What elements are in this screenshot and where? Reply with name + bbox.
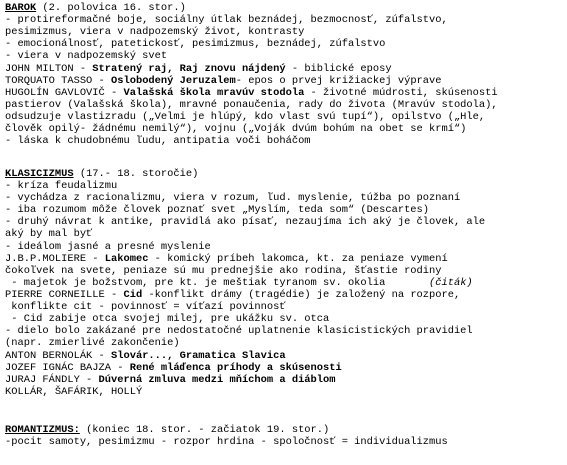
line-text: - láska k chudobnému ľudu, antipatia voči boháčom	[5, 135, 311, 147]
line-text: aký by mal byť	[5, 228, 93, 240]
text-line	[5, 362, 342, 374]
line-text: J.B.P.MOLIERE -	[5, 253, 105, 265]
text-line	[5, 386, 142, 398]
text-line	[5, 289, 460, 301]
text-line	[5, 313, 329, 325]
text-line	[5, 123, 466, 135]
text-line	[5, 192, 460, 204]
line-text: - kríza feudalizmu	[5, 180, 118, 192]
section-heading-period: (koniec 18. stor. - začiatok 19. stor.)	[79, 424, 330, 436]
line-text: - životné múdrosti, skúsenosti	[304, 87, 498, 99]
text-line	[5, 99, 498, 111]
text-line	[5, 265, 441, 277]
section-heading-title: KLASICIZMUS	[5, 168, 74, 180]
line-text: - iba rozumom môže človek poznať svet „Myslím, teda som“ (Descartes)	[5, 204, 430, 216]
text-line	[5, 228, 92, 240]
line-text: - viera v nadpozemský svet	[5, 50, 168, 62]
text-line	[5, 87, 498, 99]
text-line	[5, 135, 311, 147]
text-line	[5, 301, 286, 313]
work-title: Stratený raj, Raj znovu nájdený	[92, 63, 286, 75]
text-line	[5, 253, 448, 265]
text-line	[5, 325, 473, 337]
line-text: KOLLÁR, ŠAFÁRIK, HOLLÝ	[5, 386, 143, 398]
line-text: HUGOLÍN GAVLOVIČ -	[5, 87, 124, 99]
section-heading-title: BAROK	[5, 2, 37, 14]
line-text: pesimizmus, viera v nadpozemský život, kontrasty	[5, 26, 305, 38]
work-title: Valašská škola mravúv stodola	[123, 87, 305, 99]
line-text: odsudzuje vlastizradu („Velmi je hlúpý, kdo vlast svú tupí“), opilstvo („Hle,	[5, 111, 486, 123]
work-title: Slovár..., Gramatica Slavica	[111, 350, 286, 362]
line-text: člověk opilý- žádnému nemilý“), vojnu („Voják dvúm bohúm na obet se krmí“)	[5, 123, 467, 135]
work-title: Oslobodený Jeruzalem	[111, 75, 236, 87]
section-heading	[5, 168, 198, 180]
text-line	[5, 50, 167, 62]
line-text: - biblické eposy	[285, 63, 392, 75]
section-heading	[5, 424, 329, 436]
line-text: ANTON BERNOLÁK -	[5, 350, 112, 362]
text-line	[5, 63, 392, 75]
line-text: - ideálom jasné a presné myslenie	[5, 241, 211, 253]
line-text: čokoľvek na svete, peniaze sú mu prednejšie ako rodina, šťastie rodiny	[5, 265, 442, 277]
work-title: Lakomec	[104, 253, 149, 265]
text-line	[5, 216, 485, 228]
line-text: - protireformačné boje, sociálny útlak beznádej, bezmocnosť, zúfalstvo,	[5, 14, 448, 26]
line-text: PIERRE CORNEILLE -	[5, 289, 124, 301]
text-line	[5, 350, 286, 362]
section-heading-period: (2. polovica 16. stor.)	[36, 2, 186, 14]
line-text: - vychádza z racionalizmu, viera v rozum, ľud. myslenie, túžba po poznaní	[5, 192, 461, 204]
text-line	[5, 38, 385, 50]
text-line	[5, 75, 442, 87]
line-text: (napr. zmierlivé zakončenie)	[5, 337, 180, 349]
line-text: - majetok je božstvom, pre kt. je meštiak tyranom sv. okolia	[5, 277, 430, 289]
work-title: René mláďenca príhody a skúsenosti	[129, 362, 342, 374]
line-text: - Cid zabije otca svojej milej, pre ukážku sv. otca	[5, 313, 330, 325]
text-line	[5, 180, 117, 192]
line-text: - epos o prvej križiackej výprave	[235, 75, 442, 87]
text-line	[5, 436, 448, 448]
line-text: (čiták)	[429, 277, 473, 289]
text-line	[5, 337, 180, 349]
text-line	[5, 14, 448, 26]
text-line	[5, 111, 485, 123]
work-title: Cid	[123, 289, 143, 301]
line-text: - dielo bolo zakázané pre nedostatočné uplatnenie klasicistických pravidiel	[5, 325, 473, 337]
line-text: -konflikt drámy (tragédie) je založený na rozpore,	[142, 289, 461, 301]
section-heading	[5, 2, 186, 14]
text-line	[5, 204, 429, 216]
line-text: JOZEF IGNÁC BAJZA -	[5, 362, 130, 374]
section-heading-title: ROMANTIZMUS:	[5, 424, 80, 436]
line-text: TORQUATO TASSO -	[5, 75, 112, 87]
text-line	[5, 374, 335, 386]
line-text: pastierov (Valašská škola), mravné ponaučenia, rady do života (Mravúv stodola),	[5, 99, 498, 111]
section-heading-period: (17.- 18. storočie)	[73, 168, 199, 180]
text-line	[5, 241, 211, 253]
line-text: - druhý návrat k antike, pravidlá ako písať, nezaujíma ich aký je človek, ale	[5, 216, 486, 228]
text-line	[5, 26, 304, 38]
line-text: JURAJ FÁNDLY -	[5, 374, 99, 386]
line-text: - emocionálnosť, patetickosť, pesimizmus, beznádej, zúfalstvo	[5, 38, 386, 50]
line-text: -pocit samoty, pesimizmu - rozpor hrdina - spoločnosť = individualizmus	[5, 436, 448, 448]
line-text: - komický príbeh lakomca, kt. za peniaze vymení	[148, 253, 448, 265]
text-line	[5, 277, 473, 289]
work-title: Dúverná zmluva medzi mňíchom a diáblom	[98, 374, 336, 386]
line-text: konflikte cit - povinnosť = víťazí povinnosť	[5, 301, 286, 313]
line-text: JOHN MILTON -	[5, 63, 93, 75]
